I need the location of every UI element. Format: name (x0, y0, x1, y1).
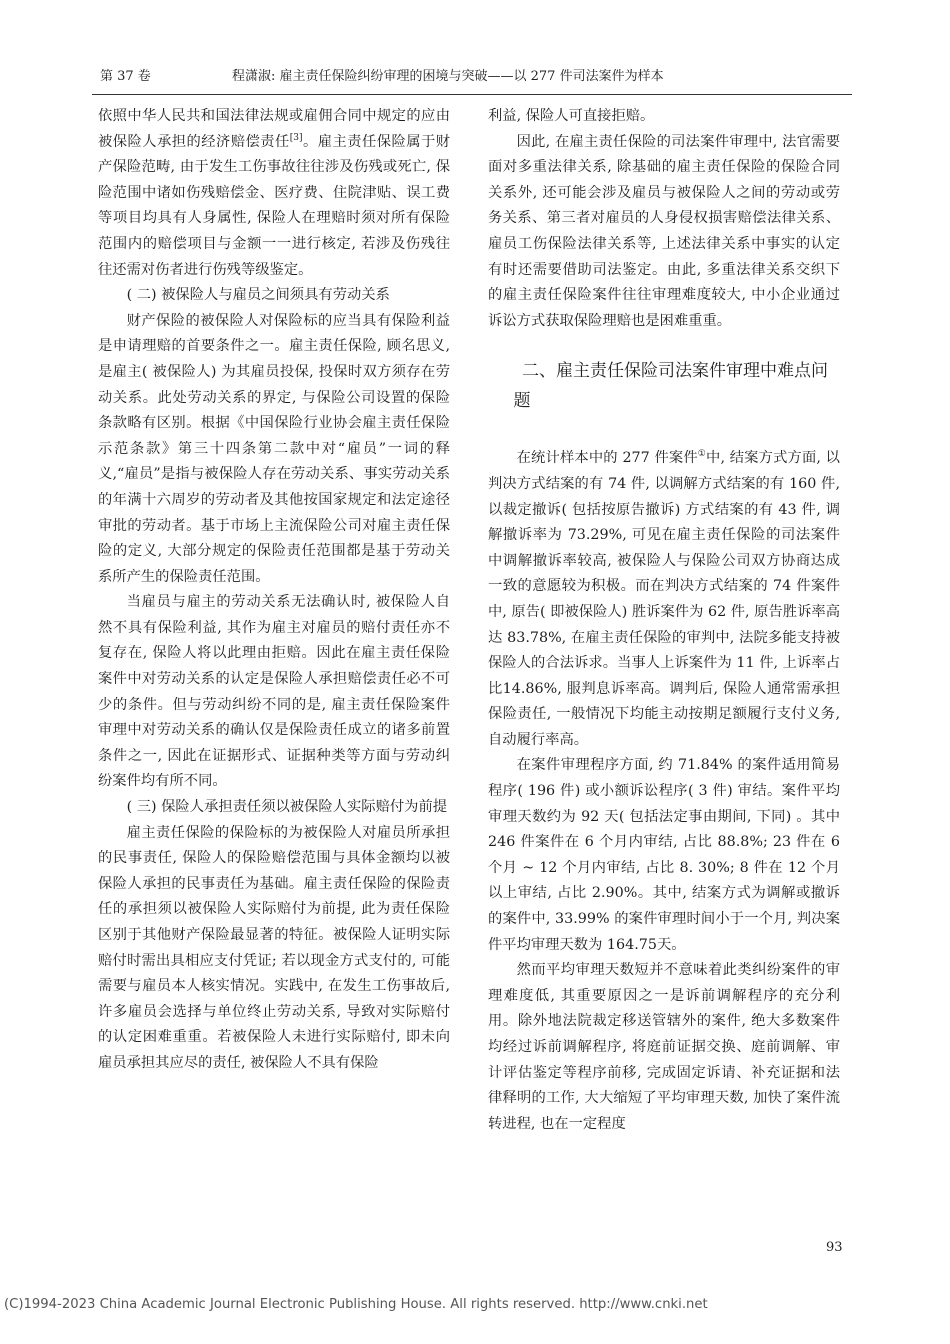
paragraph: 然而平均审理天数短并不意味着此类纠纷案件的审理难度低, 其重要原因之一是诉前调解程序的充分利用。除外地法院裁定移送管辖外的案件, 绝大多数案件均经过诉前调解程序, 将庭前证据交换、庭前调解、审计评估鉴定等程序前移, 完成固定诉请、补充证据和法律释明的工作, 大大缩短了平均审理天数, 加快了案件流转进程, 也在一定程度 (488, 962, 840, 1132)
paragraph-text: 在统计样本中的 277 件案件 (516, 450, 698, 467)
paragraph (488, 446, 840, 753)
paragraph-text: 依照中华人民共和国法律法规或雇佣合同中规定的应由被保险人承担的经济赔偿责任 (98, 108, 450, 150)
paragraph-text: 中, 结案方式方面, 以判决方式结案的有 74 件, 以调解方式结案的有 160 件, 以裁定撤诉( 包括按原告撤诉) 方式结案的有 43 件, 调解撤诉率为 73.29%, 可见在雇主责任保险的司法案件中调解撤诉率较高, 被保险人与保险公司双方协商达成一致的意愿较为积极。而在判决方式结案的 74 件案件中, 原告( 即被保险人) 胜诉案件为 62 件, 原告胜诉率高达 83.78%, 在雇主责任保险的审判中, 法院多能支持被保险人的合法诉求。当事人上诉案件为 11 件, 上诉率占比14.86%, 服判息诉率高。调判后, 保险人通常需承担保险责任, 一般情况下均能主动按期足额履行支付义务, 自动履行率高。 (488, 450, 840, 748)
page-number: 93 (826, 1240, 843, 1255)
paragraph-text: 。雇主责任保险属于财产保险范畴, 由于发生工伤事故往往涉及伤残或死亡, 保险范围中诸如伤残赔偿金、医疗费、住院津贴、误工费等项目均具有人身属性, 保险人在理赔时须对所有保险范围内的赔偿项目与金额一一进行核定, 若涉及伤残往往还需对伤者进行伤残等级鉴定。 (98, 133, 450, 278)
subsection-heading: ( 三) 保险人承担责任须以被保险人实际赔付为前提 (126, 799, 448, 816)
citation-ref: [3] (289, 132, 303, 143)
paragraph: 因此, 在雇主责任保险的司法案件审理中, 法官需要面对多重法律关系, 除基础的雇主责任保险的保险合同关系外, 还可能会涉及雇员与被保险人之间的劳动或劳务关系、第三者对雇员的人身侵权损害赔偿法律关系、雇员工伤保险法律关系等, 上述法律关系中事实的认定有时还需要借助司法鉴定。由此, 多重法律关系交织下的雇主责任保险案件往往审理难度较大, 中小企业通过诉讼方式获取保险理赔也是困难重重。 (488, 133, 840, 329)
paragraph: 利益, 保险人可直接拒赔。 (488, 108, 655, 124)
paragraph: 当雇员与雇主的劳动关系无法确认时, 被保险人自然不具有保险利益, 其作为雇主对雇员的赔付责任亦不复存在, 保险人将以此理由拒赔。因此在雇主责任保险案件中对劳动关系的认定是保险人承担赔偿责任必不可少的条件。但与劳动纠纷不同的是, 雇主责任保险案件审理中对劳动关系的确认仅是保险责任成立的诸多前置条件之一, 因此在证据形式、证据种类等方面与劳动纠纷案件均有所不同。 (98, 594, 450, 790)
left-column (98, 104, 450, 1077)
running-header (92, 64, 852, 95)
volume-label: 第 37 卷 (100, 69, 151, 84)
paragraph: 雇主责任保险的保险标的为被保险人对雇员所承担的民事责任, 保险人的保险赔偿范围与具体金额均以被保险人承担的民事责任为基础。雇主责任保险的保险责任的承担须以被保险人实际赔付为前提, 此为责任保险区别于其他财产保险最显著的特征。被保险人证明实际赔付时需出具相应支付凭证; 若以现金方式支付的, 可能需要与雇员本人核实情况。实践中, 在发生工伤事故后, 许多雇员会选择与单位终止劳动关系, 导致对实际赔付的认定困难重重。若被保险人未进行实际赔付, 即未向雇员承担其应尽的责任, 被保险人不具有保险 (98, 824, 450, 1071)
footnote-marker: ① (697, 449, 707, 460)
section-title: 二、雇主责任保险司法案件审理中难点问题 (513, 361, 828, 412)
subsection-heading: ( 二) 被保险人与雇员之间须具有劳动关系 (126, 287, 390, 304)
running-title: 程潇淑: 雇主责任保险纠纷审理的困境与突破——以 277 件司法案件为样本 (232, 69, 664, 84)
paragraph: 财产保险的被保险人对保险标的应当具有保险利益是申请理赔的首要条件之一。雇主责任保险, 顾名思义, 是雇主( 被保险人) 为其雇员投保, 投保时双方须存在劳动关系。此处劳动关系的界定, 与保险公司设置的保险条款略有区别。根据《中国保险行业协会雇主责任保险示范条款》第三十四条第二款中对“雇员”一词的释义,“雇员”是指与被保险人存在劳动关系、事实劳动关系的年满十六周岁的劳动者及其他按国家规定和法定途径审批的劳动者。基于市场上主流保险公司对雇主责任保险的定义, 大部分规定的保险责任范围都是基于劳动关系所产生的保险责任范围。 (98, 312, 450, 585)
right-column (488, 104, 840, 1137)
copyright-footer: (C)1994-2023 China Academic Journal Electronic Publishing House. All rights reserved. http://www.cnki.net (4, 1297, 708, 1312)
paragraph (98, 104, 450, 283)
paragraph: 在案件审理程序方面, 约 71.84% 的案件适用简易程序( 196 件) 或小额诉讼程序( 3 件) 审结。案件平均审理天数约为 92 天( 包括法定事由期间, 下同) 。其中 246 件案件在 6 个月内审结, 占比 88.8%; 23 件在 6 个月 ~ 12 个月内审结, 占比 8. 30%; 8 件在 12 个月以上审结, 占比 2.90%。其中, 结案方式为调解或撤诉的案件中, 33.99% 的案件审理时间小于一个月, 判决案件平均审理天数为 164.75天。 (488, 757, 840, 953)
